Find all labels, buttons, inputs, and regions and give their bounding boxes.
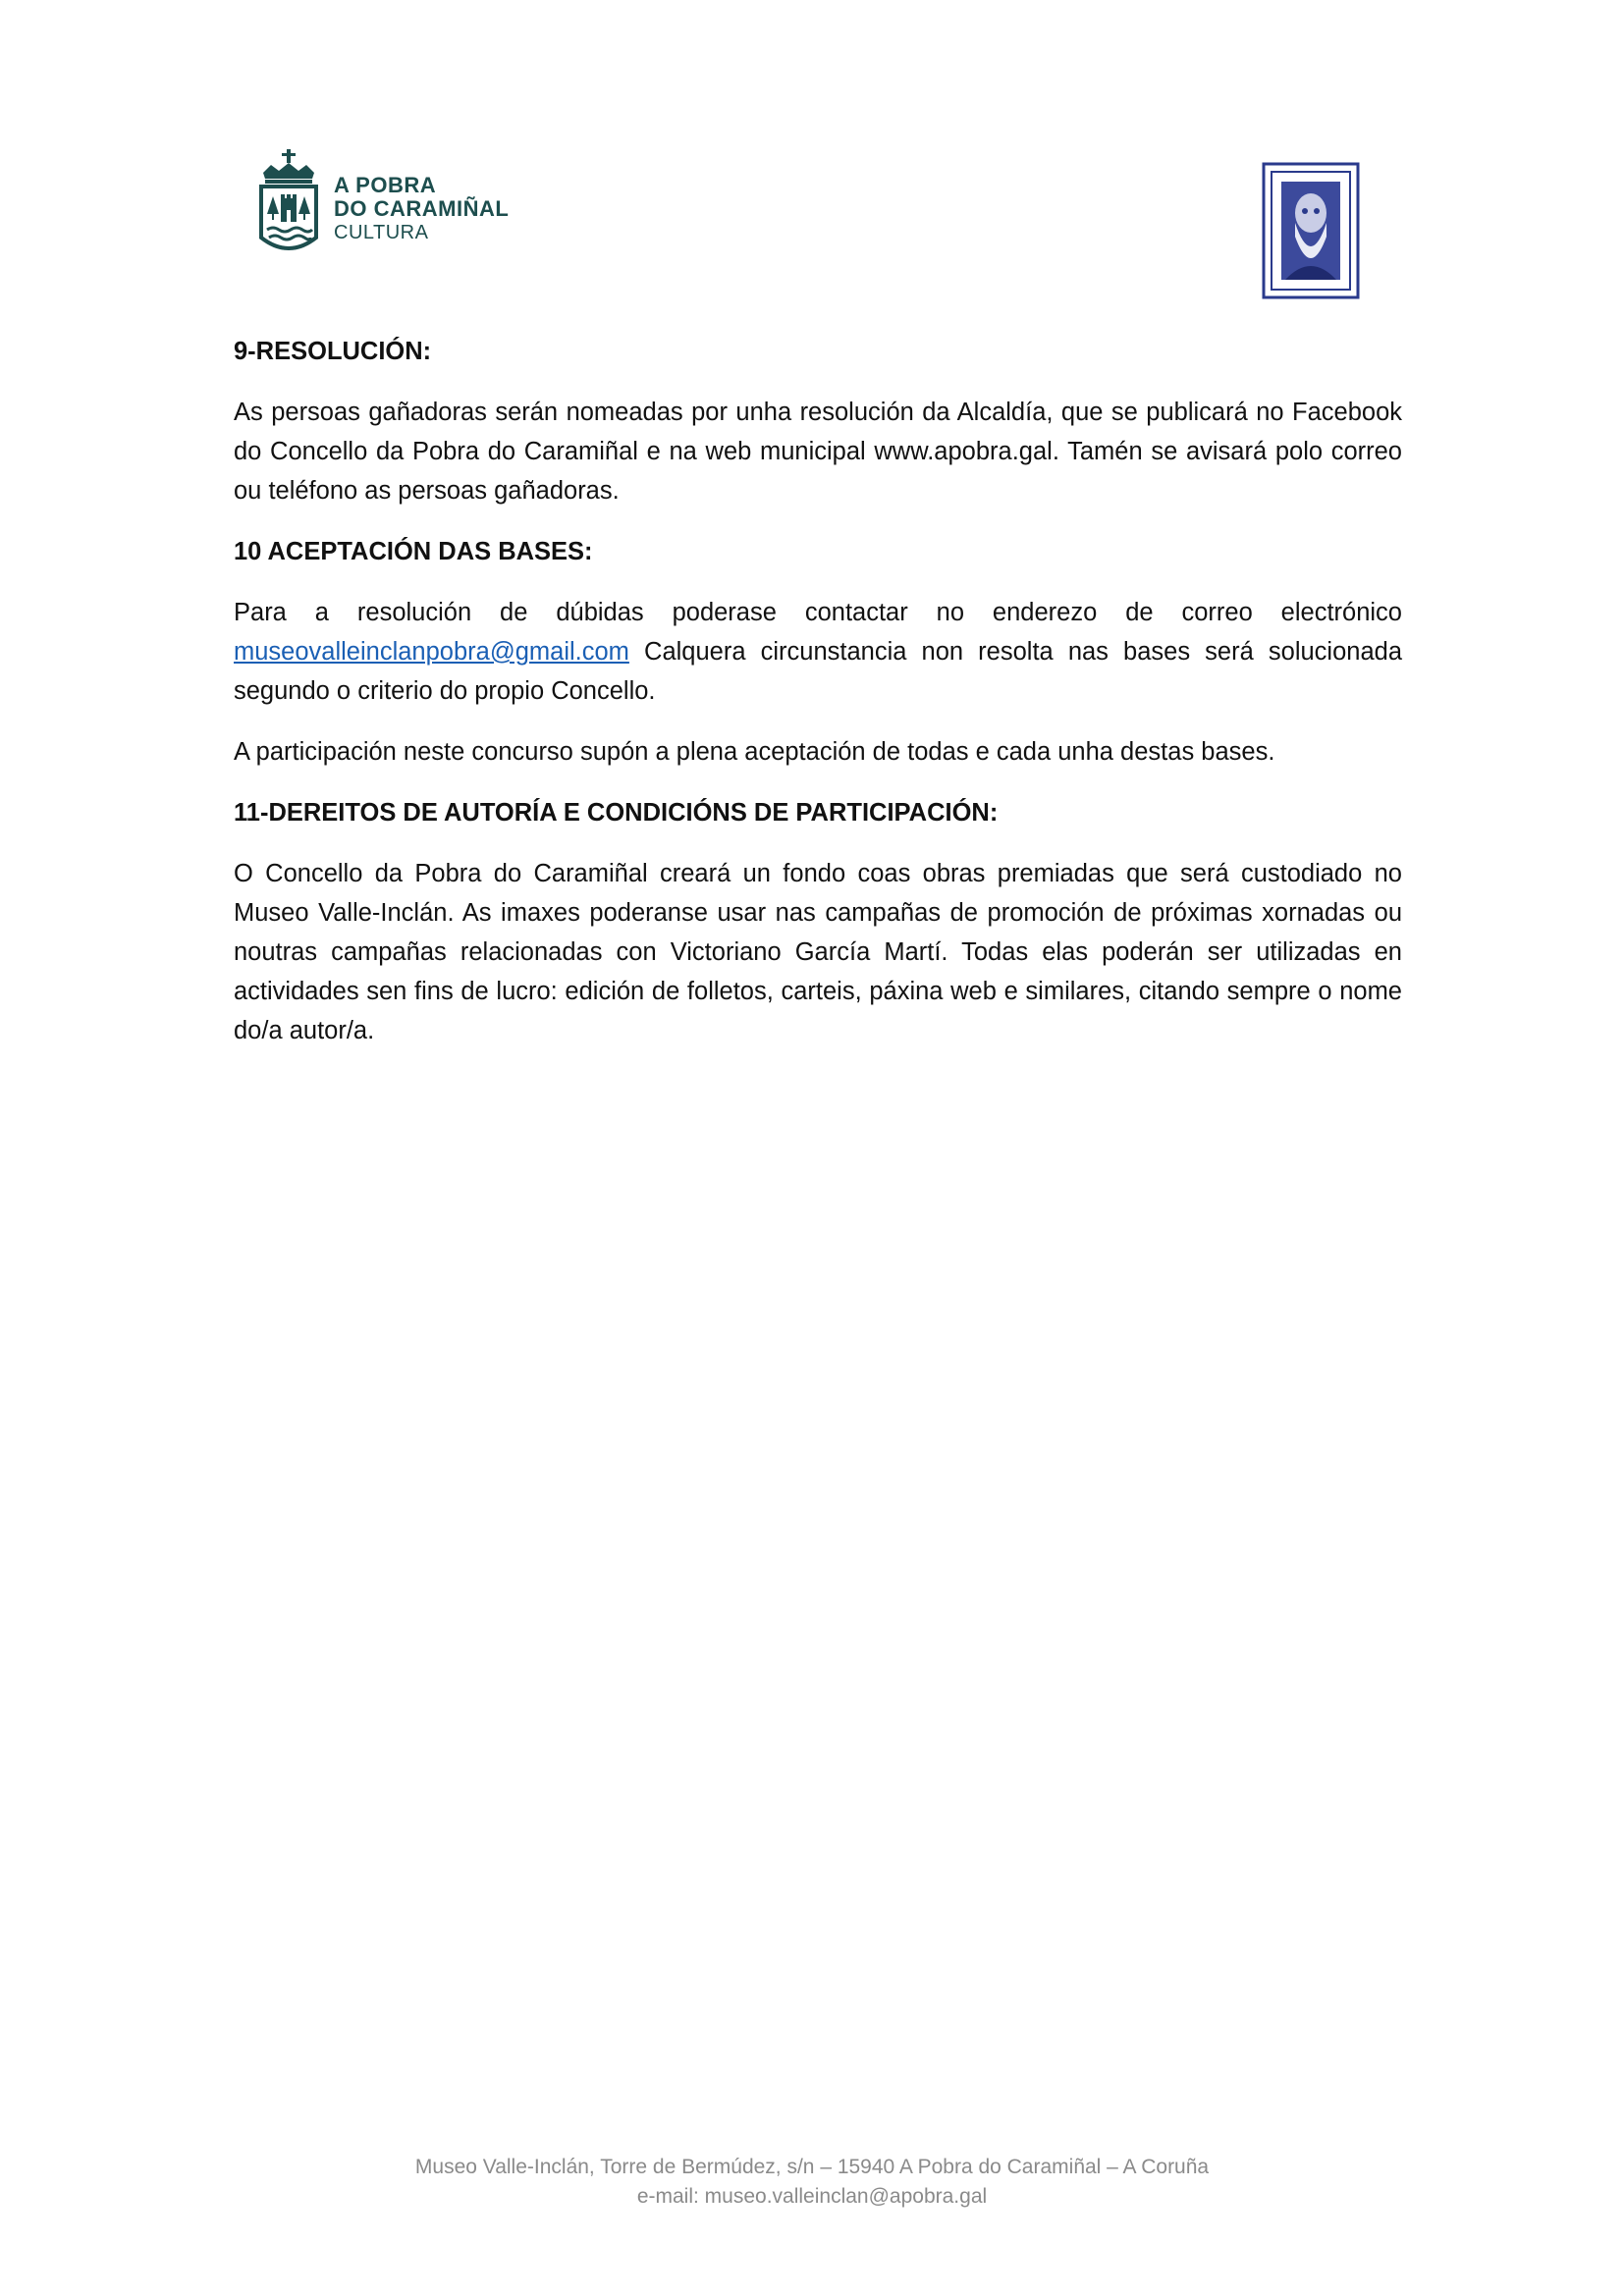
contact-email-link[interactable]: museovalleinclanpobra@gmail.com xyxy=(234,638,629,666)
concello-logo-text xyxy=(334,174,509,244)
museum-logo xyxy=(1262,162,1360,299)
logo-line-1: A POBRA xyxy=(334,172,437,197)
section-10-paragraph xyxy=(234,593,1402,711)
document-body xyxy=(234,332,1402,1072)
coat-of-arms-icon xyxy=(257,149,320,269)
section-10-heading: 10 ACEPTACIÓN DAS BASES: xyxy=(234,538,593,565)
logo-line-2: DO CARAMIÑAL xyxy=(334,196,510,222)
section-10-paragraph-2: A participación neste concurso supón a plena aceptación de todas e cada unha destas bases. xyxy=(234,738,1275,766)
section-9-paragraph: As persoas gañadoras serán nomeadas por unha resolución da Alcaldía, que se publicará no Facebook do Concello da Pobra do Caramiñal e na web municipal www.apobra.gal. Tamén se avisará polo correo ou teléfono as persoas gañadoras. xyxy=(234,399,1402,505)
section-10-rest: Calquera circunstancia non resolta nas bases será solucionada segundo o criterio do propio Concello. xyxy=(234,638,1402,705)
footer-email: e-mail: museo.valleinclan@apobra.gal xyxy=(636,2185,988,2208)
section-9-heading: 9-RESOLUCIÓN: xyxy=(234,338,432,365)
concello-logo xyxy=(257,147,513,270)
page-footer xyxy=(0,2153,1624,2212)
section-11-heading: 11-DEREITOS DE AUTORÍA E CONDICIÓNS DE PARTICIPACIÓN: xyxy=(234,799,999,827)
section-11-paragraph: O Concello da Pobra do Caramiñal creará un fondo coas obras premiadas que será custodiado no Museo Valle-Inclán. As imaxes poderanse usar nas campañas de promoción de próximas xornadas ou noutras campañas relacionadas con Victoriano García Martí. Todas elas poderán ser utilizadas en actividades sen fins de lucro: edición de folletos, carteis, páxina web e similares, citando sempre o nome do/a autor/a. xyxy=(234,860,1402,1044)
section-10-intro: Para a resolución de dúbidas poderase contactar no enderezo de correo electrónico xyxy=(234,599,1402,626)
museo-valle-inclan-seal-icon xyxy=(1262,162,1360,299)
footer-address: Museo Valle-Inclán, Torre de Bermúdez, s/n – 15940 A Pobra do Caramiñal – A Coruña xyxy=(414,2156,1210,2178)
logo-line-3: CULTURA xyxy=(334,221,429,243)
